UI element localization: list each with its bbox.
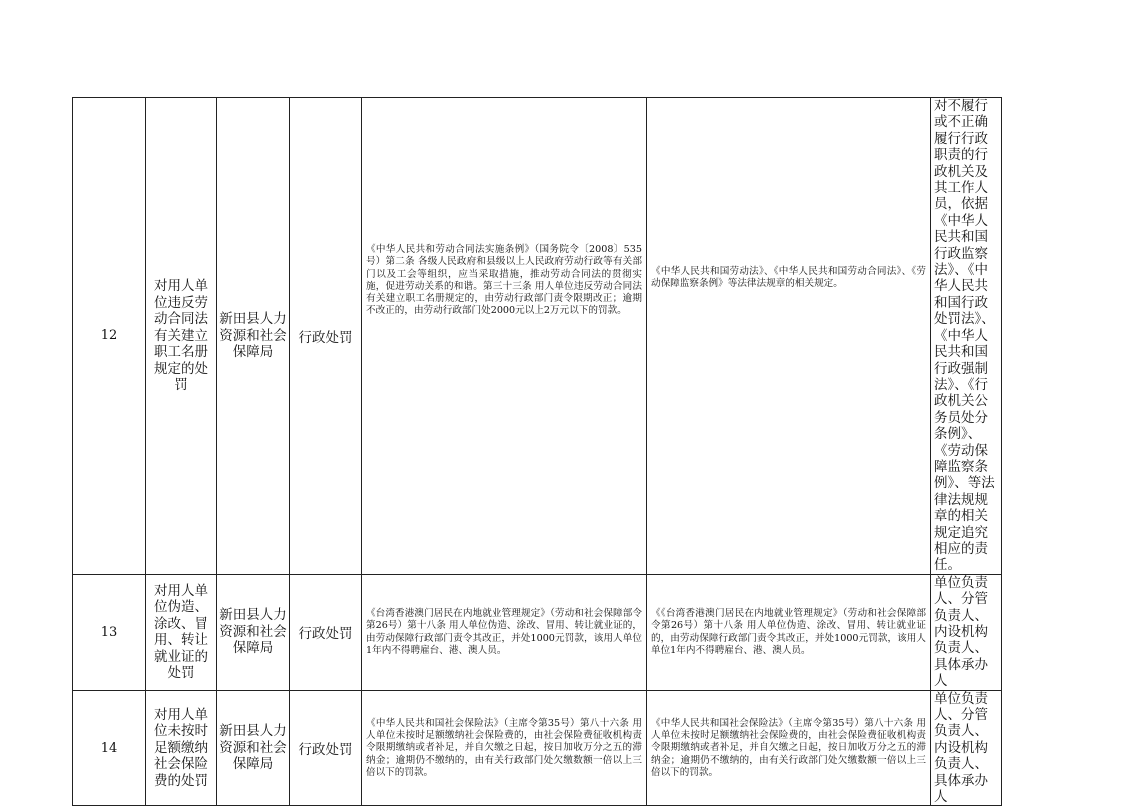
law-reference: 《中华人民共和国劳动法》、《中华人民共和国劳动合同法》、《劳动保障监察条例》等法律法规章的相关规定。: [651, 266, 926, 290]
law-reference-cell: [647, 98, 931, 575]
legal-basis: 《中华人民共和劳动合同法实施条例》（国务院令〔2008〕535号）第二条 各级人民政府和县级以上人民政府劳动行政等有关部门以及工会等组织，应当采取措施，推动劳动合同法的贯彻实施，促进劳动关系的和谐。第三十三条 用人单位违反劳动合同法有关建立职工名册规定的，由劳动行政部门责令限期改正；逾期不改正的，由劳动行政部门处2000元以上2万元以下的罚款。: [366, 244, 642, 317]
responsibility: 对不履行或不正确履行行政职责的行政机关及其工作人员，依据《中华人民共和国行政监察法》、《中华人民共和国行政处罚法》、《中华人民共和国行政强制法》、《行政机关公务员处分条例》、《劳动保障监察条例》、等法律法规规章的相关规定追究相应的责任。: [931, 98, 1002, 575]
row-number: 12: [73, 98, 146, 575]
table-row: [73, 690, 1002, 806]
row-number: 13: [73, 574, 146, 690]
department: 新田县人力资源和社会保障局: [217, 98, 290, 575]
department: 新田县人力资源和社会保障局: [217, 690, 290, 806]
item-name: 对用人单位未按时足额缴纳社会保险费的处罚: [146, 690, 217, 806]
punishment-table: [72, 97, 1002, 806]
item-name: 对用人单位违反劳动合同法有关建立职工名册规定的处罚: [146, 98, 217, 575]
row-number: 14: [73, 690, 146, 806]
item-type: 行政处罚: [290, 98, 362, 575]
item-type: 行政处罚: [290, 690, 362, 806]
responsibility: 单位负责人、分管负责人、内设机构负责人、具体承办人: [931, 574, 1002, 690]
responsibility: 单位负责人、分管负责人、内设机构负责人、具体承办人: [931, 690, 1002, 806]
law-reference: 《《台湾香港澳门居民在内地就业管理规定》（劳动和社会保障部令第26号）第十八条 用人单位伪造、涂改、冒用、转让就业证的，由劳动保障行政部门责令其改正，并处1000元罚款，该用人单位1年内不得聘雇台、港、澳人员。: [647, 574, 931, 690]
legal-basis: 《中华人民共和国社会保险法》（主席令第35号）第八十六条 用人单位未按时足额缴纳社会保险费的，由社会保险费征收机构责令限期缴纳或者补足，并自欠缴之日起，按日加收万分之五的滞纳金；逾期仍不缴纳的，由有关行政部门处欠缴数额一倍以上三倍以下的罚款。: [362, 690, 647, 806]
table-row: [73, 574, 1002, 690]
legal-basis: 《台湾香港澳门居民在内地就业管理规定》（劳动和社会保障部令第26号）第十八条 用人单位伪造、涂改、冒用、转让就业证的，由劳动保障行政部门责令其改正，并处1000元罚款，该用人单位1年内不得聘雇台、港、澳人员。: [362, 574, 647, 690]
cell-padding: [651, 98, 926, 266]
spreadsheet: [72, 97, 1002, 806]
cell-padding: [366, 98, 642, 244]
table-row: [73, 98, 1002, 575]
department: 新田县人力资源和社会保障局: [217, 574, 290, 690]
legal-basis-cell: [362, 98, 647, 575]
law-reference: 《中华人民共和国社会保险法》（主席令第35号）第八十六条 用人单位未按时足额缴纳社会保险费的，由社会保险费征收机构责令限期缴纳或者补足，并自欠缴之日起，按日加收万分之五的滞纳金；逾期仍不缴纳的，由有关行政部门处欠缴数额一倍以上三倍以下的罚款。: [647, 690, 931, 806]
item-name: 对用人单位伪造、涂改、冒用、转让就业证的处罚: [146, 574, 217, 690]
item-type: 行政处罚: [290, 574, 362, 690]
